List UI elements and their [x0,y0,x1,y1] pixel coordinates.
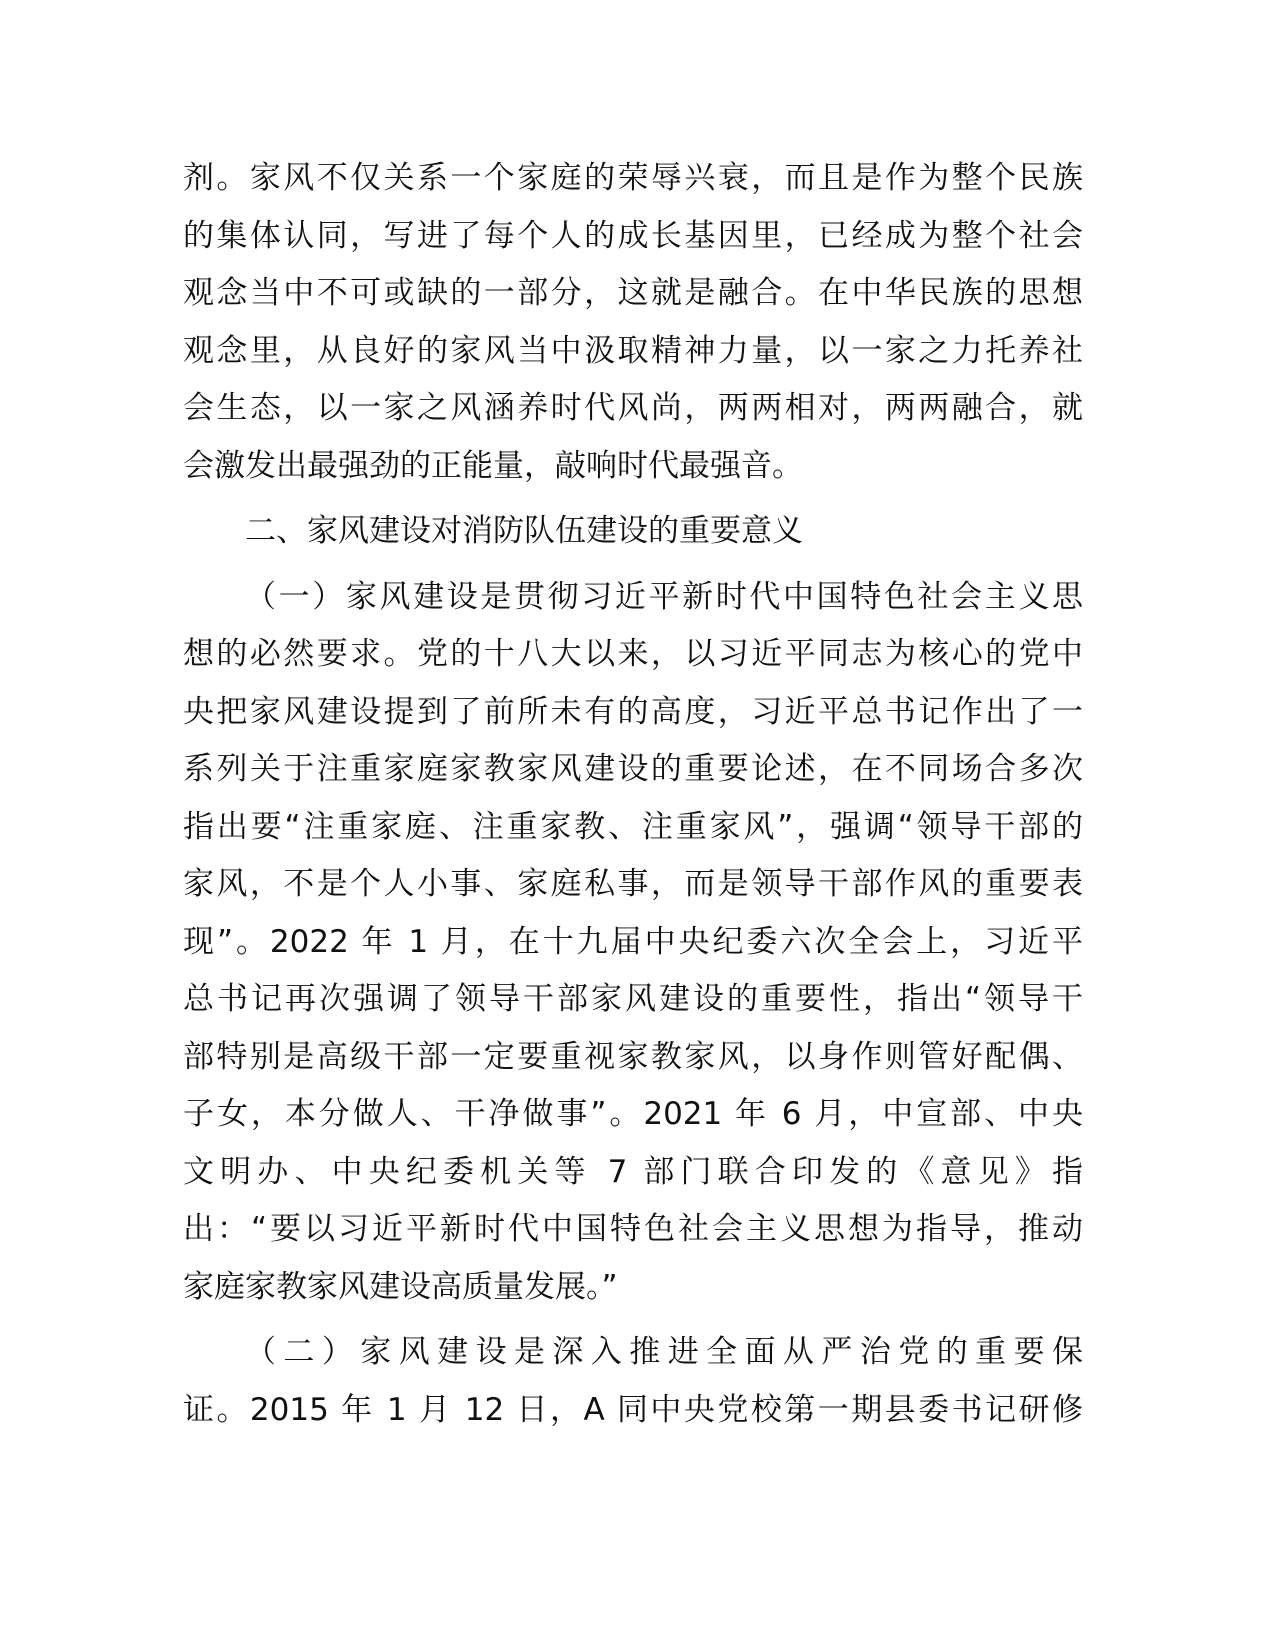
text-line: 家风，不是个人小事、家庭私事，而是领导干部作风的重要表 [183,866,1083,902]
subsection-heading-line: （二）家风建设是深入推进全面从严治党的重要保 [245,1334,1083,1370]
paragraph-family-values-fusion [183,150,1083,495]
text-line: 会生态，以一家之风涵养时代风尚，两两相对，两两融合，就 [183,390,1083,426]
text-line: 系列关于注重家庭家教家风建设的重要论述，在不同场合多次 [183,751,1083,787]
text-line: 子女，本分做人、干净做事”。2021 年 6 月，中宣部、中央 [183,1096,1083,1132]
text-line: 观念里，从良好的家风当中汲取精神力量，以一家之力托养社 [183,332,1083,369]
text-line: 想的必然要求。党的十八大以来，以习近平同志为核心的党中 [183,636,1083,672]
text-line: 家庭家教家风建设高质量发展。” [183,1268,618,1305]
text-line: 现”。2022 年 1 月，在十九届中央纪委六次全会上，习近平 [183,923,1083,960]
text-line: 的集体认同，写进了每个人的成长基因里，已经成为整个社会 [183,217,1083,254]
text-line: 出：“要以习近平新时代中国特色社会主义思想为指导，推动 [183,1211,1083,1247]
text-line: 央把家风建设提到了前所未有的高度，习近平总书记作出了一 [183,693,1083,730]
text-line: 剂。家风不仅关系一个家庭的荣辱兴衰，而且是作为整个民族 [183,160,1083,196]
text-line: 指出要“注重家庭、注重家教、注重家风”，强调“领导干部的 [183,808,1083,845]
text-line: 文明办、中央纪委机关等 7 部门联合印发的《意见》指 [183,1153,1083,1190]
section-heading-2 [183,503,1083,561]
text-line: 证。2015 年 1 月 12 日，A 同中央党校第一期县委书记研修 [183,1391,1083,1428]
text-line: 会激发出最强劲的正能量，敲响时代最强音。 [183,447,803,484]
subsection-heading-line: （一）家风建设是贯彻习近平新时代中国特色社会主义思 [245,578,1083,615]
section-heading: 二、家风建设对消防队伍建设的重要意义 [245,513,803,549]
paragraph-subsection-1 [183,569,1083,1317]
text-line: 部特别是高级干部一定要重视家教家风，以身作则管好配偶、 [183,1038,1083,1075]
text-line: 总书记再次强调了领导干部家风建设的重要性，指出“领导干 [183,981,1083,1017]
document-body [183,150,1083,1439]
paragraph-subsection-2 [183,1324,1083,1439]
text-line: 观念当中不可或缺的一部分，这就是融合。在中华民族的思想 [183,275,1083,311]
